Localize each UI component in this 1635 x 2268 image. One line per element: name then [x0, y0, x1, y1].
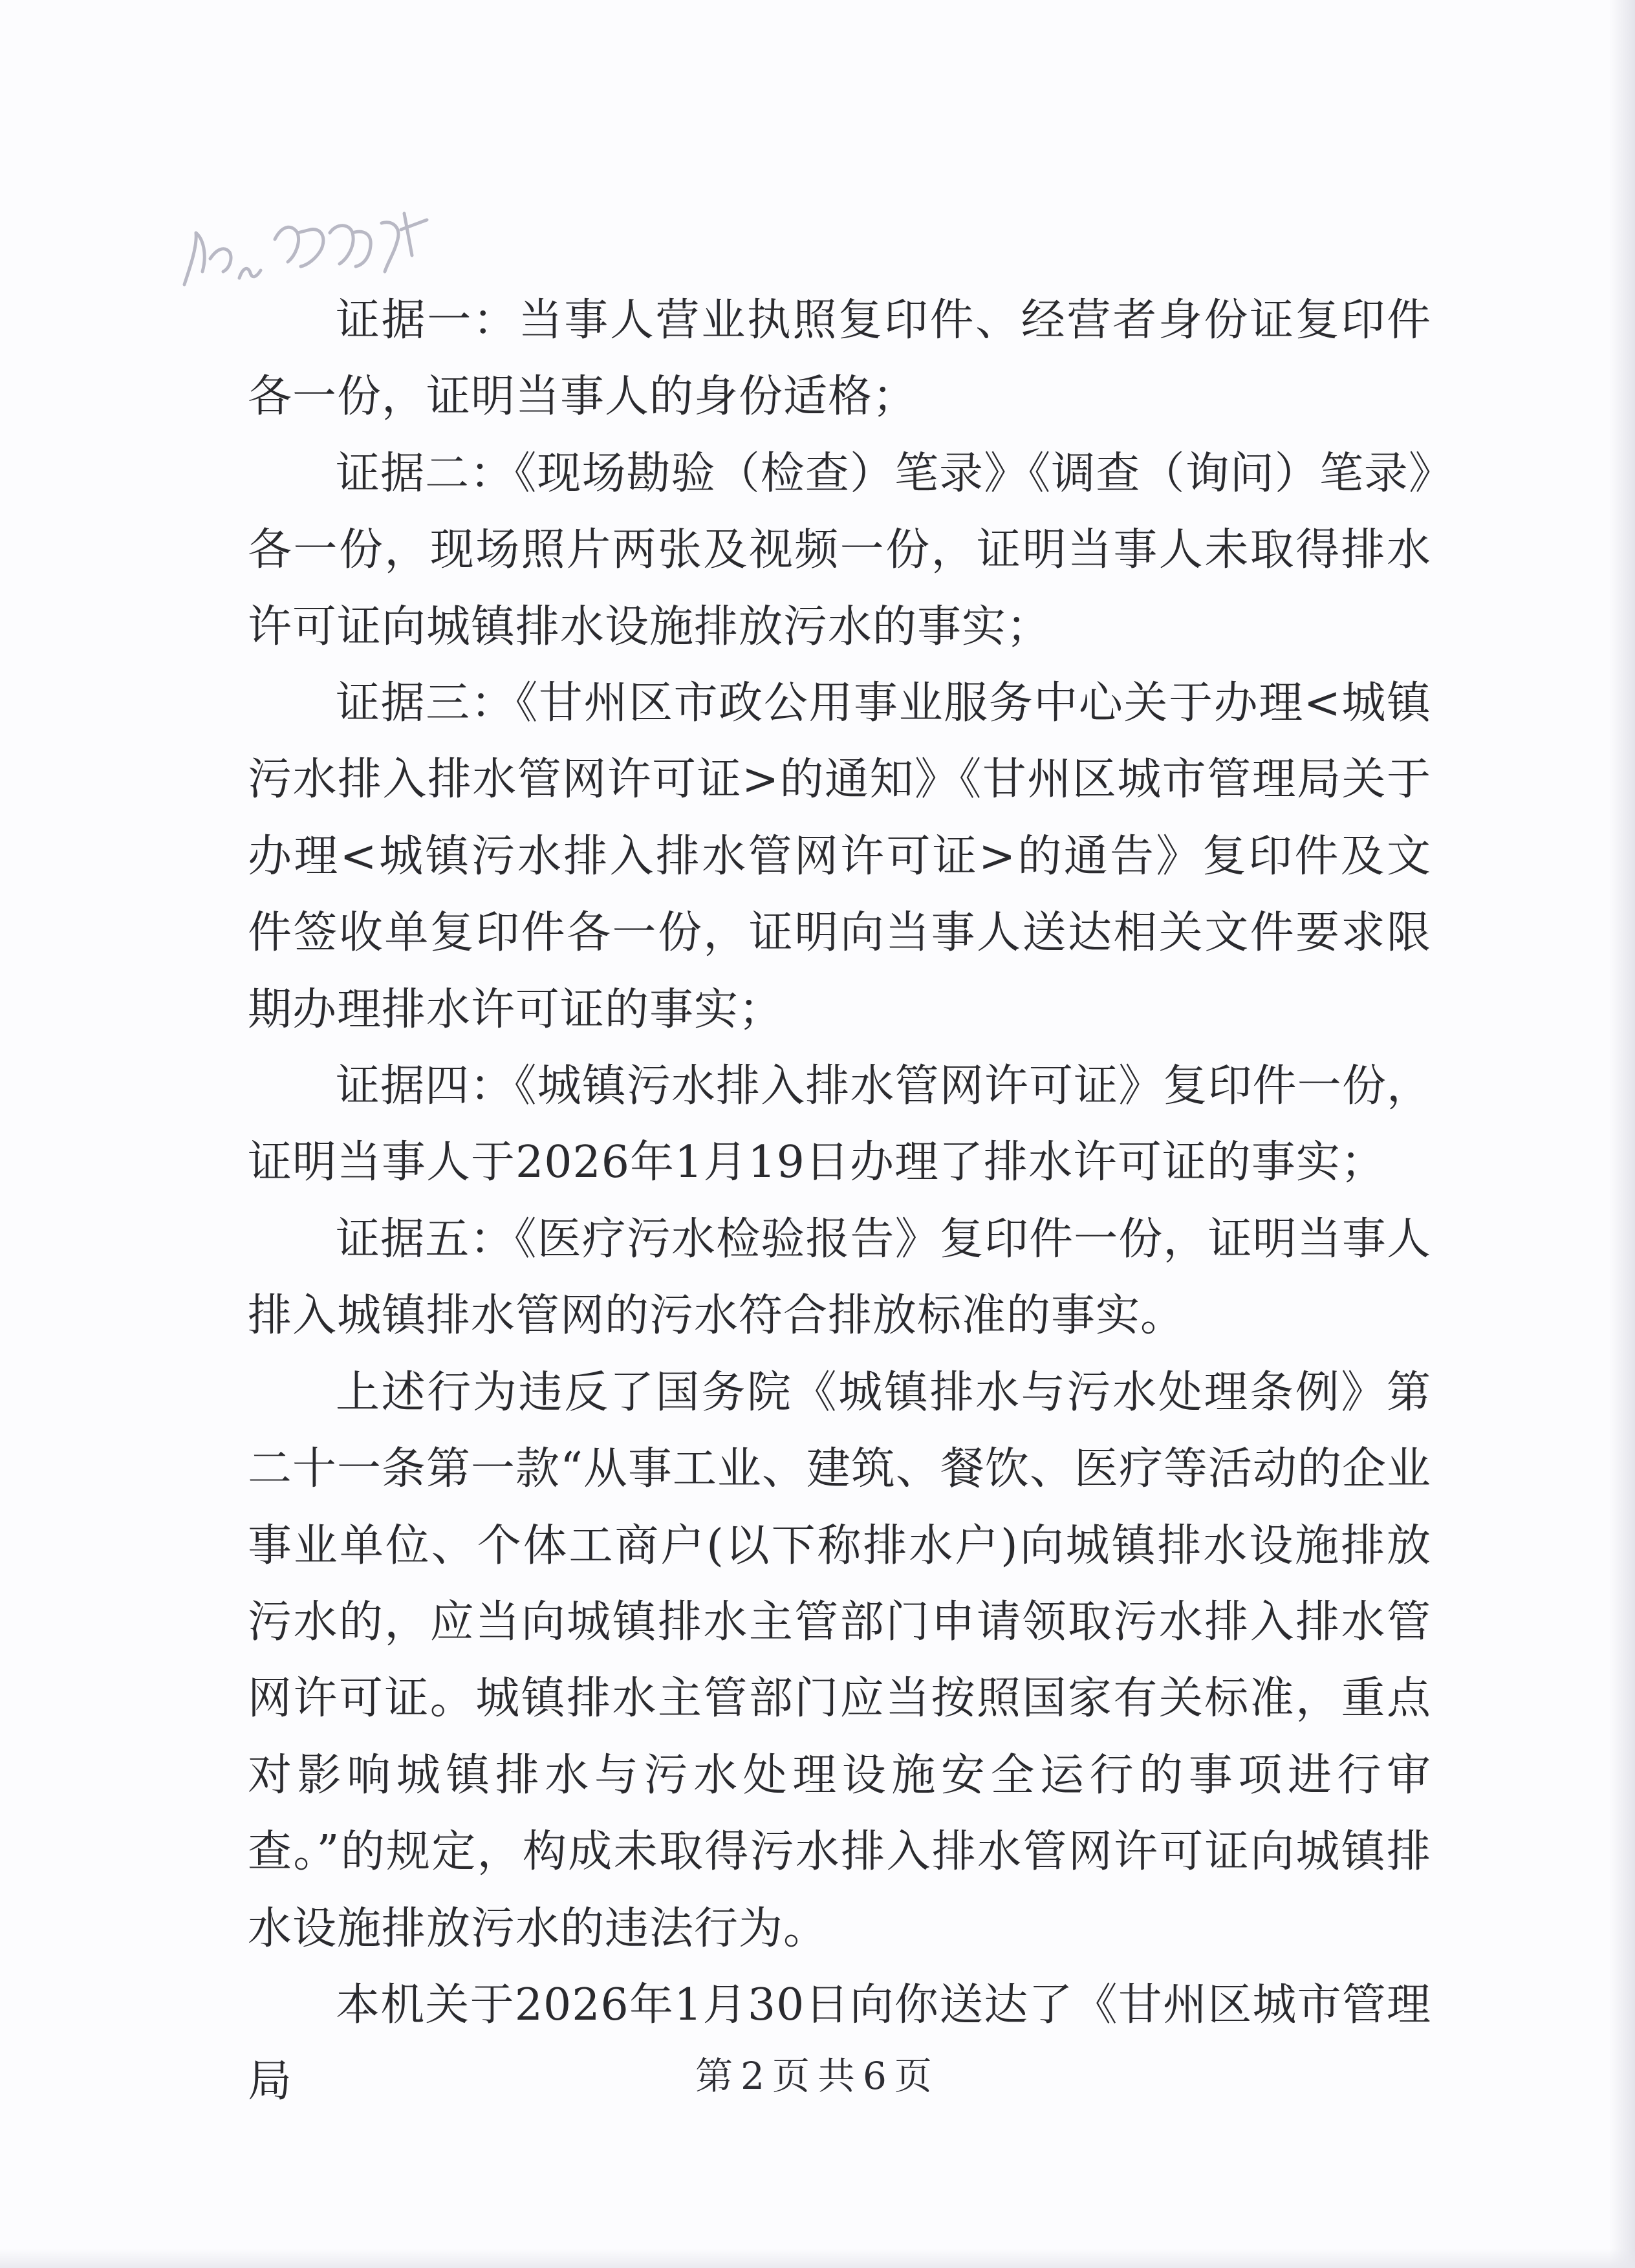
handwritten-signature	[178, 194, 437, 297]
service-notice-paragraph: 本机关于2026年1月30日向你送达了《甘州区城市管理局	[248, 1979, 1431, 2108]
document-body	[248, 283, 1431, 2121]
page-edge-shadow-bottom	[0, 2249, 1635, 2268]
evidence-three-paragraph: 证据三：《甘州区市政公用事业服务中心关于办理<城镇污水排入排水管网许可证>的通知》《甘州区城市管理局关于办理<城镇污水排入排水管网许可证>的通告》复印件及文件签收单复印件各一份，证明向当事人送达相关文件要求限期办理排水许可证的事实；	[248, 678, 1431, 1035]
page-edge-shadow-right	[1609, 0, 1635, 2268]
evidence-five-paragraph: 证据五：《医疗污水检验报告》复印件一份，证明当事人排入城镇排水管网的污水符合排放标准的事实。	[248, 1213, 1431, 1342]
evidence-four-paragraph: 证据四：《城镇污水排入排水管网许可证》复印件一份，证明当事人于2026年1月19日办理了排水许可证的事实；	[248, 1061, 1431, 1189]
page-number: 第2页共6页	[695, 2054, 940, 2098]
violation-statement-paragraph: 上述行为违反了国务院《城镇排水与污水处理条例》第二十一条第一款“从事工业、建筑、餐饮、医疗等活动的企业事业单位、个体工商户(以下称排水户)向城镇排水设施排放污水的，应当向城镇排水主管部门申请领取污水排入排水管网许可证。城镇排水主管部门应当按照国家有关标准，重点对影响城镇排水与污水处理设施安全运行的事项进行审查。”的规定，构成未取得污水排入排水管网许可证向城镇排水设施排放污水的违法行为。	[248, 1366, 1431, 1954]
evidence-two-paragraph: 证据二：《现场勘验（检查）笔录》《调查（询问）笔录》各一份，现场照片两张及视频一份，证明当事人未取得排水许可证向城镇排水设施排放污水的事实；	[248, 448, 1431, 653]
evidence-one-paragraph: 证据一：当事人营业执照复印件、经营者身份证复印件各一份，证明当事人的身份适格；	[248, 295, 1431, 423]
